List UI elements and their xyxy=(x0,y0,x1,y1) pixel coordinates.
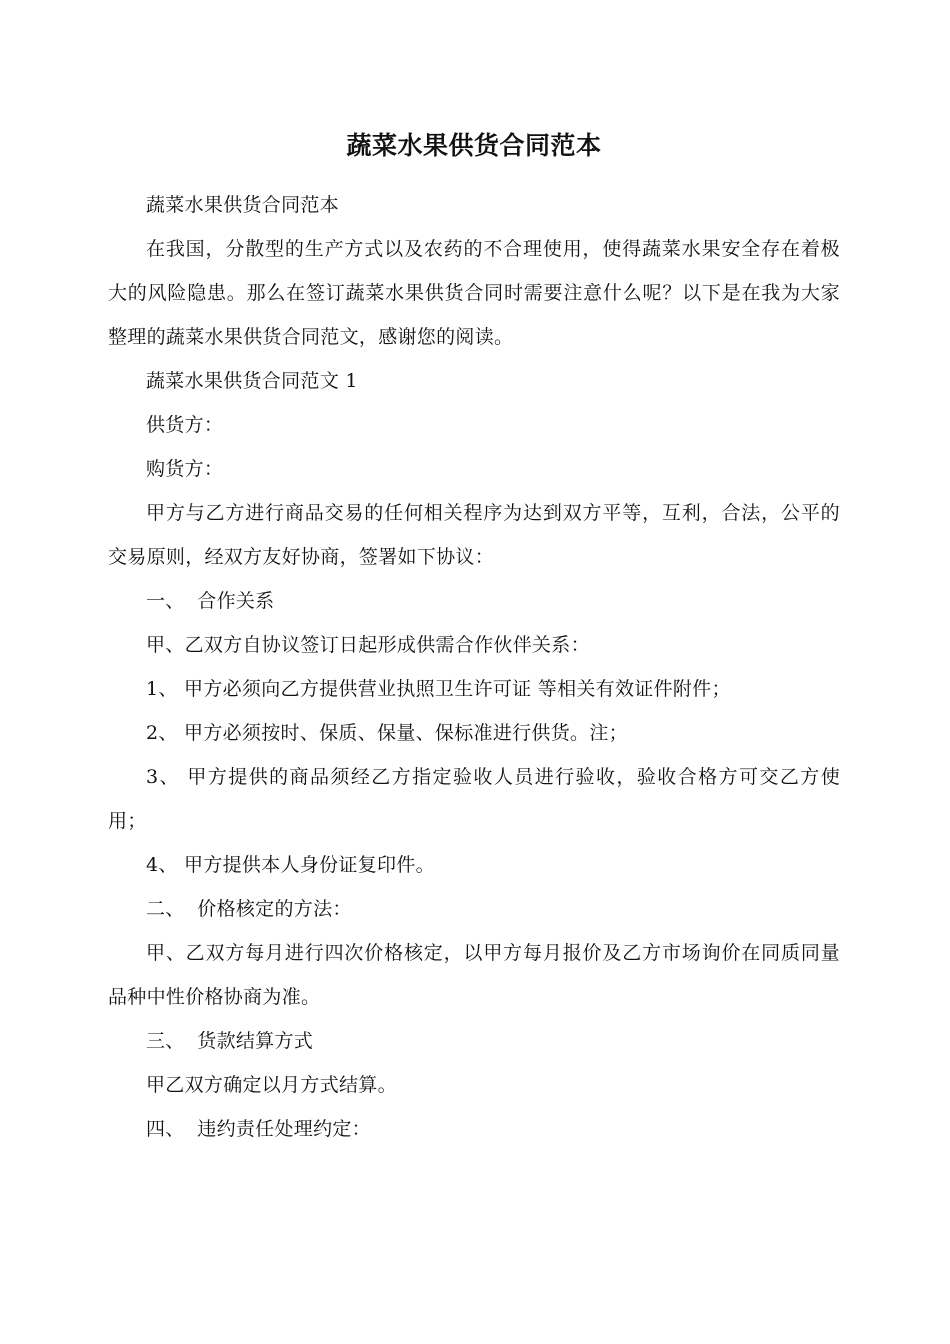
paragraph: 甲、乙双方自协议签订日起形成供需合作伙伴关系： xyxy=(146,634,590,656)
list-item: 1、 甲方必须向乙方提供营业执照卫生许可证 等相关有效证件附件； xyxy=(146,678,731,700)
document-title: 蔬菜水果供货合同范本 xyxy=(346,131,602,160)
paragraph: 在我国，分散型的生产方式以及农药的不合理使用，使得蔬菜水果安全存在着极大的风险隐患。那么在签订蔬菜水果供货合同时需要注意什么呢？以下是在我为大家整理的蔬菜水果供货合同范文，感谢您的阅读。 xyxy=(108,238,840,348)
section-heading: 一、 合作关系 xyxy=(146,590,275,612)
section-heading: 二、 价格核定的方法： xyxy=(146,898,352,920)
section-heading: 三、 货款结算方式 xyxy=(146,1030,314,1052)
paragraph: 甲乙双方确定以月方式结算。 xyxy=(146,1074,397,1096)
paragraph: 购货方： xyxy=(146,458,224,480)
list-item: 3、 甲方提供的商品须经乙方指定验收人员进行验收，验收合格方可交乙方使用； xyxy=(108,766,840,832)
paragraph: 蔬菜水果供货合同范文 1 xyxy=(146,370,358,392)
list-item: 4、 甲方提供本人身份证复印件。 xyxy=(146,854,435,876)
paragraph: 甲方与乙方进行商品交易的任何相关程序为达到双方平等，互利，合法，公平的交易原则，经双方友好协商，签署如下协议： xyxy=(108,502,840,568)
paragraph: 蔬菜水果供货合同范本 xyxy=(146,194,340,216)
paragraph: 甲、乙双方每月进行四次价格核定，以甲方每月报价及乙方市场询价在同质同量品种中性价格协商为准。 xyxy=(108,942,840,1008)
list-item: 2、 甲方必须按时、保质、保量、保标准进行供货。注； xyxy=(146,722,628,744)
section-heading: 四、 违约责任处理约定： xyxy=(146,1118,371,1140)
paragraph: 供货方： xyxy=(146,414,224,436)
